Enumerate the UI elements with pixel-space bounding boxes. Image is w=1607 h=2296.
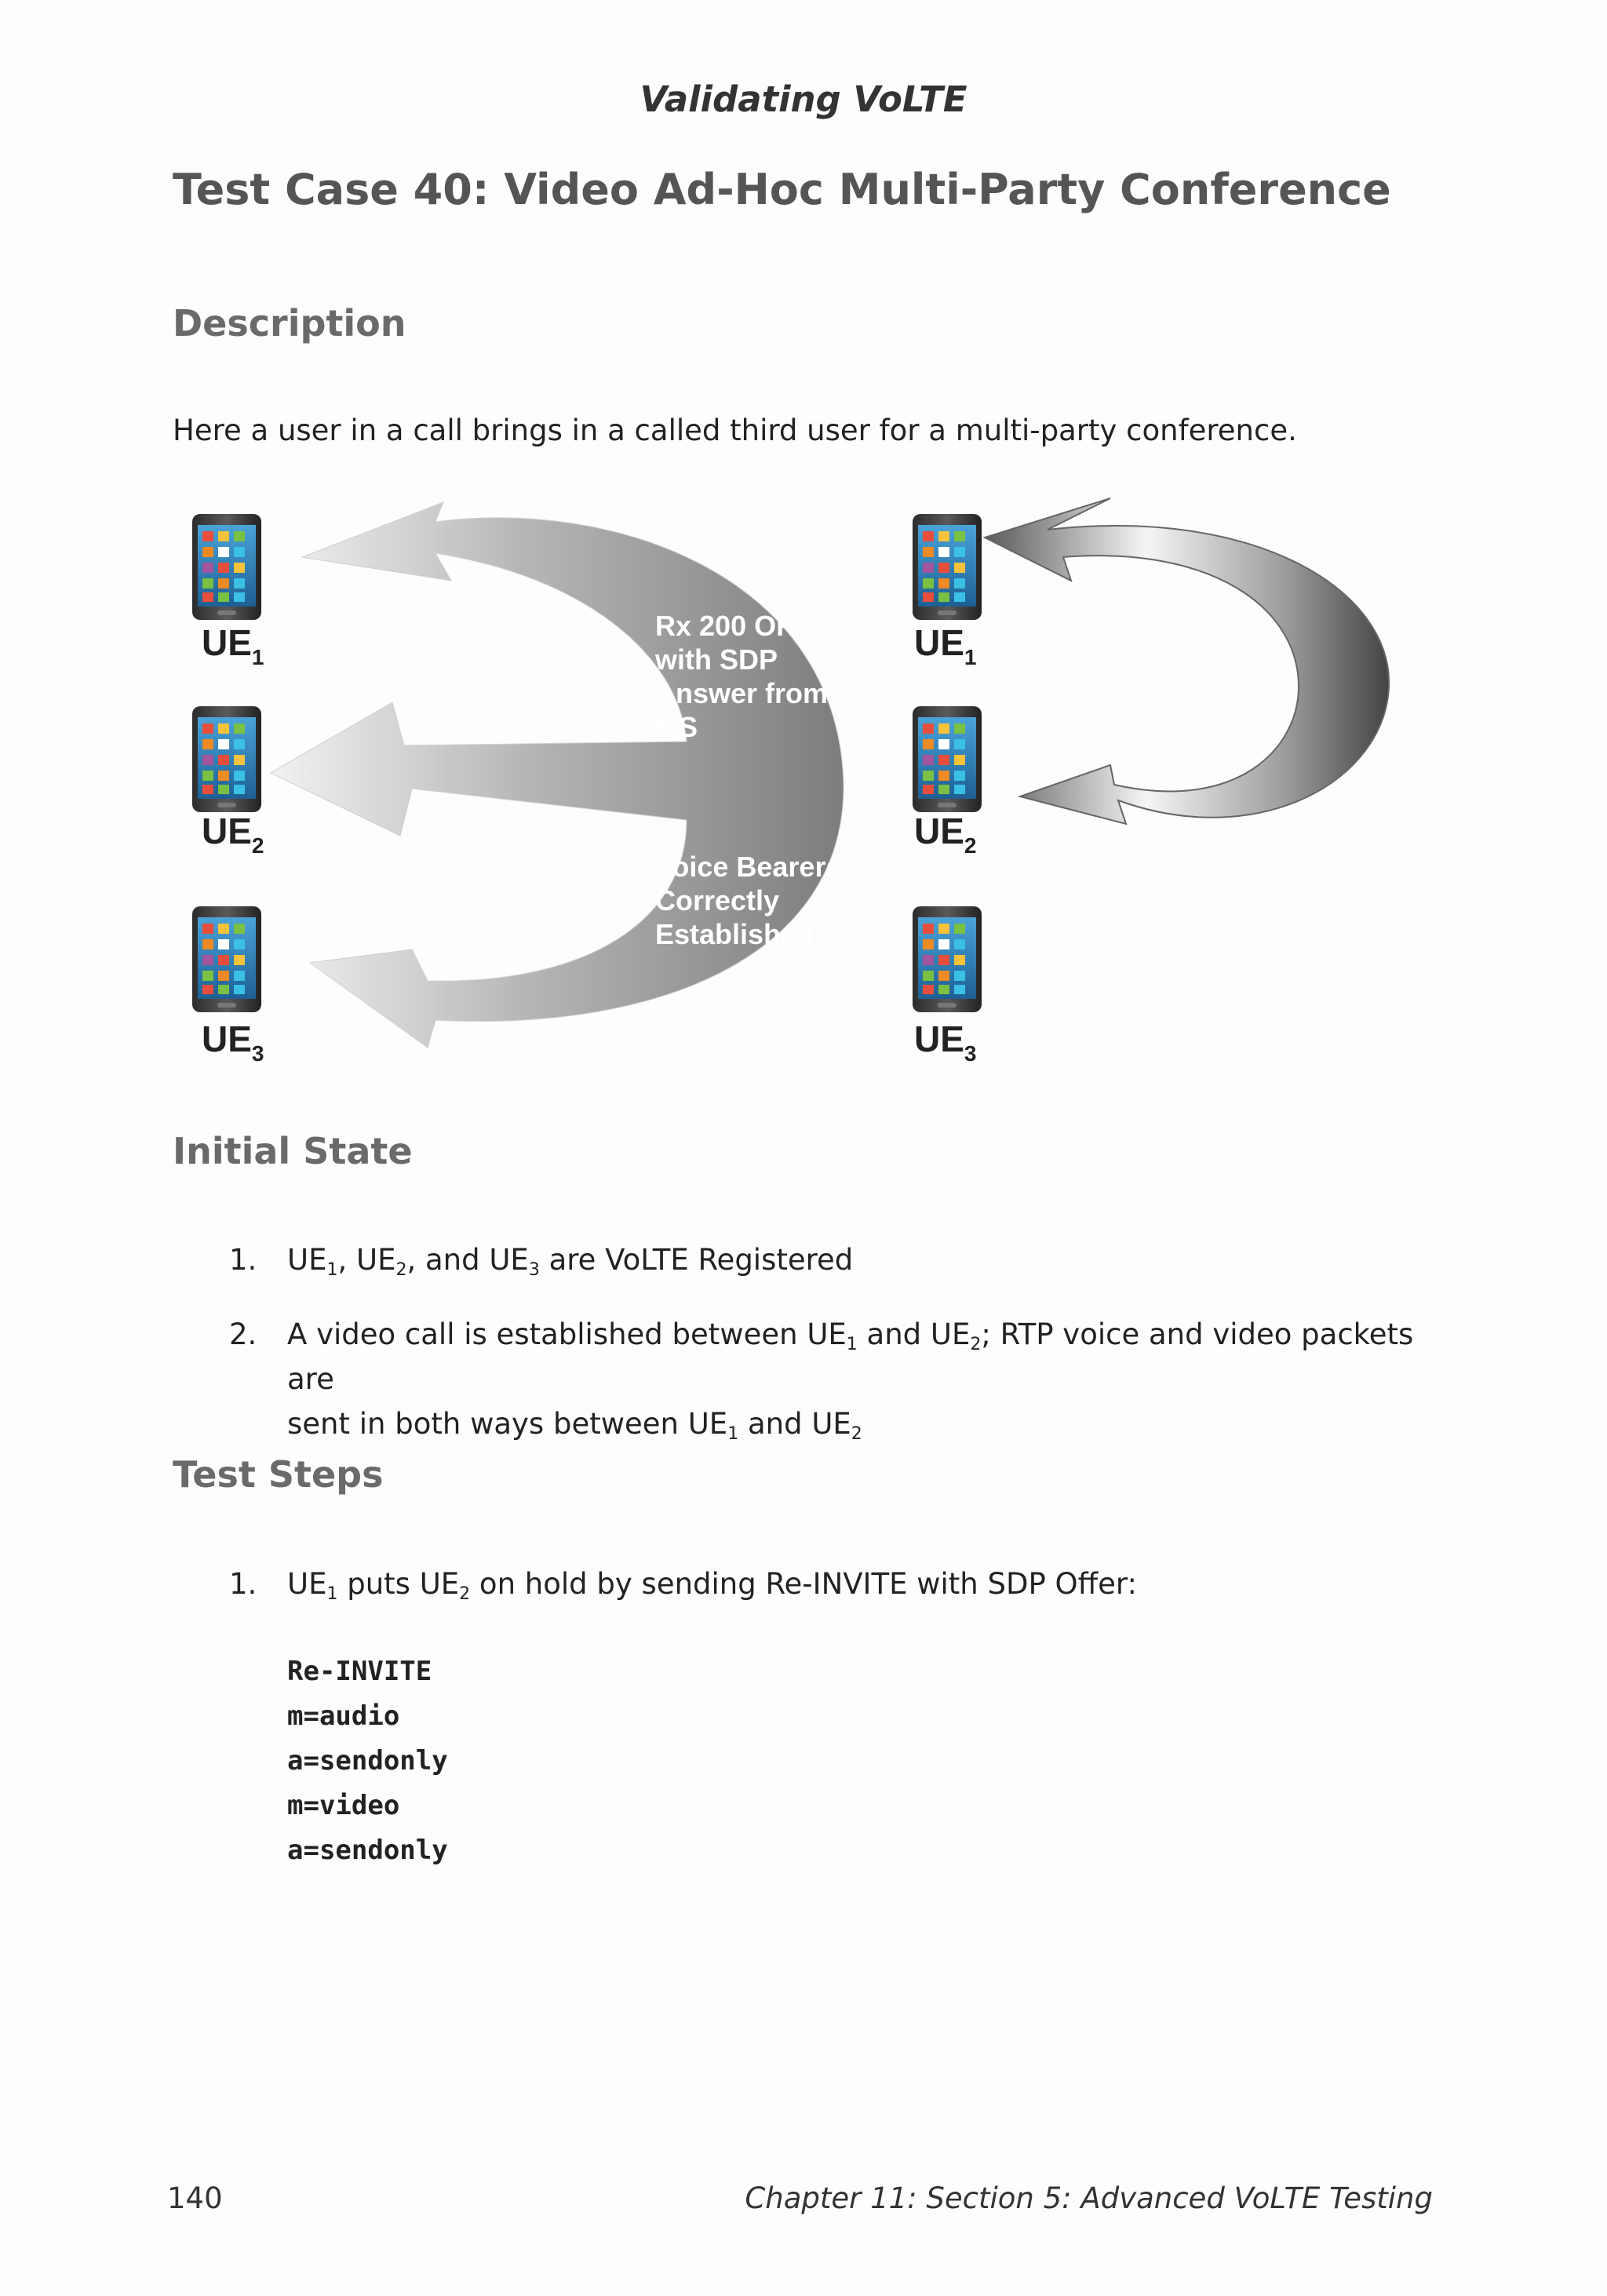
list-number: 1. (229, 1567, 257, 1601)
phone-icon (913, 514, 982, 620)
list-text: $UE_1$, $UE_2$, and $UE_3$ are VoLTE Registered (287, 1243, 854, 1280)
description-text: Here a user in a call brings in a called third user for a multi-party conference. (173, 414, 1297, 447)
code-line: a=sendonly (287, 1835, 448, 1866)
page-number: 140 (167, 2181, 223, 2215)
initial-state-heading: Initial State (173, 1130, 413, 1172)
crescent-arrow-shape (985, 498, 1389, 824)
chapter-footer: Chapter 11: Section 5: Advanced VoLTE Testing (745, 2181, 1433, 2215)
code-line: m=audio (287, 1700, 400, 1732)
code-line: m=video (287, 1790, 400, 1821)
arrow-text-line: Voice Bearers (655, 851, 842, 883)
page-title: Test Case 40: Video Ad-Hoc Multi-Party Conference (173, 165, 1391, 214)
ue-label: $UE_2$ (914, 811, 977, 858)
ue-label: $UE_3$ (202, 1019, 264, 1066)
arrow-text-line: MS (655, 711, 698, 743)
list-text: $UE_1$ puts $UE_2$ on hold by sending Re-INVITE with SDP Offer: (287, 1567, 1137, 1604)
ue-label: $UE_1$ (202, 622, 264, 669)
sdp-code-block (287, 1649, 448, 1873)
arrow-text-line: Answer from (655, 677, 829, 709)
ue-label: $UE_2$ (202, 811, 264, 858)
list-text: A video call is established between $UE_1$ and $UE_2$; RTP voice and video packets are sent in both ways between $UE_1$ and $UE_2$ (287, 1317, 1414, 1444)
diagram-svg (177, 483, 1448, 1079)
conference-diagram (177, 483, 1448, 1079)
code-line: a=sendonly (287, 1745, 448, 1777)
list-number: 1. (229, 1243, 257, 1277)
phone-icon (192, 514, 261, 620)
phone-icon (913, 706, 982, 812)
arrow-text-line: Established (655, 918, 814, 950)
arrow-text-line: Rx 200 OK (655, 610, 797, 642)
big-arrow-shape (271, 502, 844, 1048)
phone-icon (913, 906, 982, 1012)
arrow-text-line: with SDP (655, 643, 778, 676)
phone-icon (192, 706, 261, 812)
code-line: Re-INVITE (287, 1656, 432, 1687)
test-steps-heading: Test Steps (173, 1453, 384, 1496)
ue-label: $UE_1$ (914, 622, 977, 669)
list-number: 2. (229, 1317, 257, 1351)
ue-label: $UE_3$ (914, 1019, 977, 1066)
running-header: Validating VoLTE (640, 78, 967, 120)
arrow-text-line: Correctly (655, 884, 780, 917)
phone-icon (192, 906, 261, 1012)
description-heading: Description (173, 302, 406, 344)
